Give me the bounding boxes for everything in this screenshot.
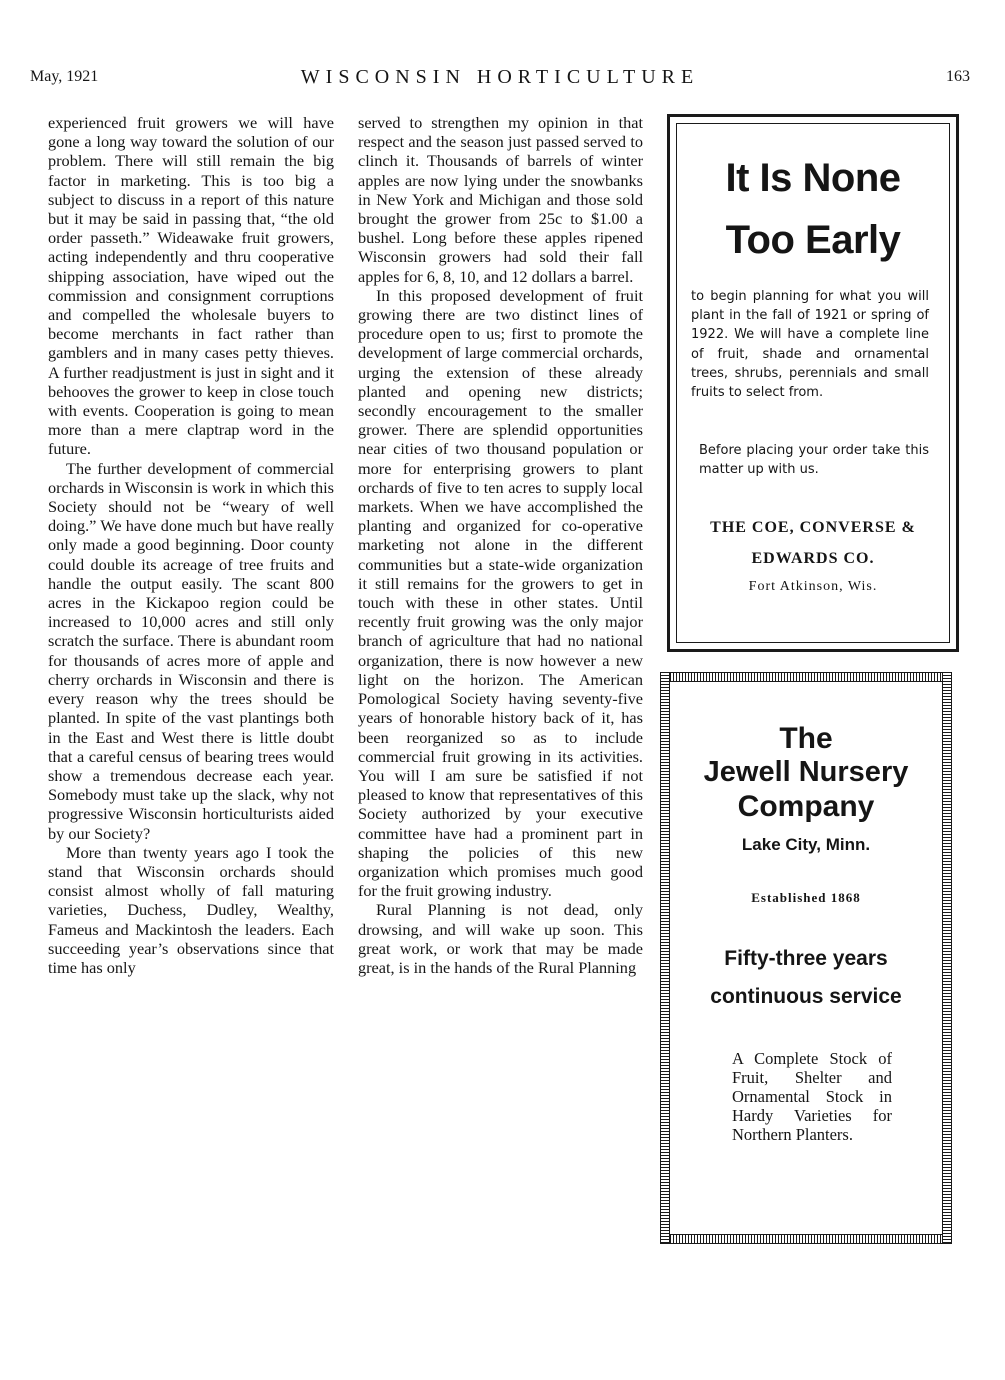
- ad-company-name-line-2: Jewell Nursery: [703, 756, 909, 788]
- ad-body-text: to begin planning for what you will plant in the fall of 1921 or spring of 1922. We will have a complete line of fruit, shade and ornamental trees, shrubs, perennials and small fruits to select from.: [691, 289, 929, 401]
- article-column-1: [48, 113, 334, 977]
- ad-company-location: Fort Atkinson, Wis.: [748, 579, 878, 594]
- ad-tagline-line-1: Fifty-three years: [724, 947, 888, 970]
- coe-converse-advertisement: [667, 114, 959, 652]
- paragraph: served to strengthen my opinion in that respect and the season just passed served to clinch it. Thousands of barrels of winter apples are now lying under the snowbanks in New York and Michigan and those sold brought the grower from 25c to $1.00 a bushel. Long before these apples ripened Wisconsin growers had sold their fall apples for 6, 8, 10, and 12 dollars a barrel.: [358, 113, 643, 286]
- ad-company-name-line-2: EDWARDS CO.: [751, 550, 875, 567]
- ad-company-name-line-3: Company: [737, 790, 875, 823]
- ad-tagline-line-2: continuous service: [710, 985, 902, 1008]
- issue-date: May, 1921: [30, 68, 99, 85]
- page-header: [30, 66, 970, 92]
- ad-company-name-line-1: The: [779, 722, 833, 755]
- journal-title: WISCONSIN HORTICULTURE: [300, 66, 700, 88]
- ad-established-year: Established 1868: [751, 890, 861, 905]
- ad-headline-line-2: Too Early: [725, 218, 901, 262]
- ad-stock-description: A Complete Stock of Fruit, Shelter and Ornamental Stock in Hardy Varieties for Northern Planters.: [732, 1049, 892, 1144]
- paragraph: In this proposed development of fruit growing there are two distinct lines of procedure open to us; first to promote the development of large commercial orchards, urging the extension of these already planted and opening new districts; secondly encouragement to the smaller grower. There are splendid opportunities near cities of two thousand population or more for enterprising growers to plant orchards of five to ten acres to supply local markets. When we have accomplished the planting and organized for co-operative marketing not alone in the different communities but a state-wide organization it still remains for the growers to get in touch with these in other states. Until recently fruit growing was the only major branch of agriculture that had no national organization, there is now however a new light on the horizon. The American Pomological Society having seventy-five years of honorable history back of it, has been reorganized so as to include commercial fruit growing in its activities. You will I am sure be satisfied if not pleased to know that representatives of this Society authorized by your executive committee have had a prominent part in shaping the policies of this new organization which promises much good for the fruit growing industry.: [358, 285, 643, 901]
- paragraph: Rural Planning is not dead, only drowsing, and will wake up soon. This great work, or work that may be made great, is in the hands of the Rural Planning: [358, 900, 643, 977]
- ad-headline-line-1: It Is None: [725, 156, 901, 200]
- page-number: 163: [946, 68, 970, 85]
- jewell-nursery-advertisement: [660, 672, 952, 1244]
- ad-inner-border: [676, 123, 950, 643]
- paragraph: The further development of commercial orchards in Wisconsin is work in which this Society should not be “weary of well doing.” We have done much but have really only made a good beginning. Door county could double its acreage of tree fruits and handle the output easily. The scant 800 acres in the Kickapoo region could be increased to 10,000 acres and still only scratch the surface. There is abundant room for thousands of acres more of apple and cherry orchards in Wisconsin and there is every reason why the trees should be planted. In spite of the vast plantings both in the East and West there is little doubt that a careful census of bearing trees would show a tremendous decrease each year. Somebody must take up the slack, why not progressive Wisconsin horticulturists aided by our Society?: [48, 458, 334, 843]
- ad-call-to-action: Before placing your order take this matter up with us.: [699, 443, 929, 478]
- ad-border-bottom: [660, 1234, 952, 1244]
- ad-company-location: Lake City, Minn.: [741, 835, 871, 854]
- paragraph: experienced fruit growers we will have gone a long way toward the solution of our problem. There will still remain the big factor in marketing. This is too big a subject to discuss in a report of this nature but it may be said in passing that, “the old order passeth.” Wideawake fruit growers, acting independently and thru cooperative shipping association, have wiped out the commission and consignment corruptions and compelled the wholesale buyers to become merchants in fact rather than gamblers and in many cases petty thieves. A further readjustment is just in sight and it behooves the grower to keep in close touch with events. Cooperation is going to mean more than a mere claptrap word in the future.: [48, 113, 334, 459]
- paragraph: More than twenty years ago I took the stand that Wisconsin orchards should consist almost wholly of fall maturing varieties, Duchess, Dudley, Wealthy, Fameus and Mackintosh the leaders. Each succeeding year’s observations since that time has only: [48, 842, 334, 977]
- ad-border-top: [660, 672, 952, 682]
- ad-company-name-line-1: THE COE, CONVERSE &: [710, 519, 916, 536]
- article-column-2: [358, 113, 643, 977]
